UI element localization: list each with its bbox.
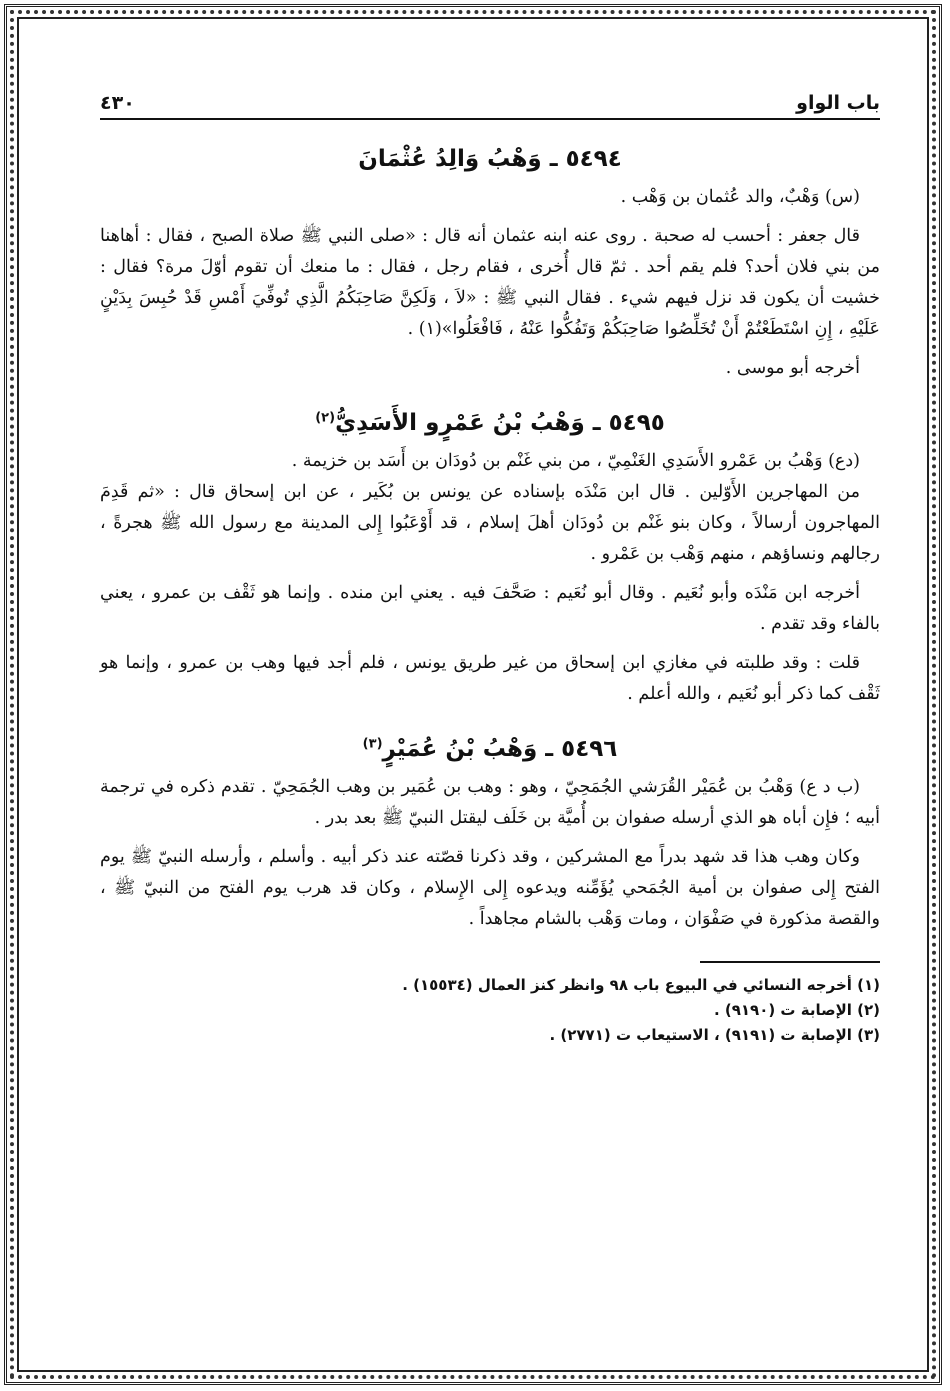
- entry-5494: [100, 146, 880, 384]
- entry-5496: [100, 736, 880, 935]
- entry-title: [100, 410, 880, 436]
- entry-paragraph: وكان وهب هذا قد شهد بدراً مع المشركين ، وقد ذكرنا قصّته عند ذكر أبيه . وأسلم ، وأرسله النبيّ ﷺ يوم الفتح إِلى صفوان بن أمية الجُمَحي يُؤَمِّنه ويدعوه إِلى الإِسلام ، وكان قد هرب يوم الفتح من النبيّ ﷺ ، والقصة مذكورة في صَفْوَان ، ومات وَهْب بالشام مجاهداً .: [100, 847, 880, 929]
- entry-paragraph: (س) وَهْبٌ، والد عُثمان بن وَهْب .: [620, 187, 860, 207]
- running-head: [100, 80, 880, 120]
- entry-paragraph: من المهاجرين الأَوّلين . قال ابن مَنْدَه بإسناده عن يونس بن بُكَير ، عن ابن إسحاق قال : «ثم قَدِمَ المهاجرون أرسالاً ، وكان بنو غَنْم بن دُودَان أهلَ إسلام ، قد أَوْعَبُوا إِلى المدينة مع رسول الله ﷺ هجرةً ، رجالهم ونساؤهم ، منهم وَهْب بن عَمْرو .: [100, 482, 880, 564]
- entry-paragraph: (ب د ع) وَهْبُ بن عُمَيْر القُرَشي الجُمَحِيّ ، وهو : وهب بن عُمَير بن وهب الجُمَحِيّ . تقدم ذكره في ترجمة أبيه ؛ فإِن أباه هو الذي أرسله صفوان بن أُميَّة بن خَلَف ليقتل النبيّ ﷺ بعد بدر .: [100, 777, 880, 828]
- entry-paragraph: قال جعفر : أحسب له صحبة . روى عنه ابنه عثمان أنه قال : «صلى النبي ﷺ صلاة الصبح ، فقال : أهاهنا من بني فلان أحد؟ فلم يقم أحد . ثمّ قال أُخرى ، فقام رجل ، فقال : ما منعك أن تقوم أوّلَ مرة؟ فقال : خشيت أن يكون قد نزل فيهم شيء . فقال النبي ﷺ : «لاَ ، وَلَكِنَّ صَاحِبَكُمُ الَّذِي تُوفِّيَ أَمْسِ قَدْ حُبِسَ بِدَيْنٍ عَلَيْهِ ، إِنِ اسْتَطَعْتُمْ أَنْ تُخَلِّصُوا صَاحِبَكُمْ وَتَفُكُّوا عَنْهُ ، فَافْعَلُوا»(١) .: [100, 226, 880, 339]
- entry-paragraph: أخرجه أبو موسى .: [725, 358, 860, 378]
- chapter-title: باب الواو: [796, 92, 880, 114]
- entry-5495: [100, 410, 880, 710]
- entry-title-text: ٥٤٩٤ ـ وَهْبُ وَالِدُ عُثْمَانَ: [358, 146, 622, 172]
- entry-title-text: ٥٤٩٥ ـ وَهْبُ بْنُ عَمْرٍو الأَسَدِيُّ: [335, 410, 665, 436]
- entry-paragraph: أخرجه ابن مَنْدَه وأبو نُعَيم . وقال أبو نُعَيم : صَحَّفَ فيه . يعني ابن منده . وإنما هو ثَقْف بن عمرو ، يعني بالفاء وقد تقدم .: [100, 583, 880, 634]
- footnotes: [100, 973, 880, 1048]
- footnote-ref: (٢): [315, 410, 336, 426]
- page-number: ٤٣٠: [100, 92, 135, 114]
- footnote: (٢) الإصابة ت (٩١٩٠) .: [713, 1001, 880, 1019]
- entry-title: [100, 146, 880, 172]
- footnote-divider: [700, 961, 880, 963]
- entry-title: [100, 736, 880, 762]
- footnote: (٣) الإصابة ت (٩١٩١) ، الاستيعاب ت (٢٧٧١) .: [549, 1026, 880, 1044]
- footnote-ref: (٣): [362, 736, 383, 752]
- footnote: (١) أخرجه النسائي في البيوع باب ٩٨ وانظر كنز العمال (١٥٥٣٤) .: [402, 976, 880, 994]
- entry-title-text: ٥٤٩٦ ـ وَهْبُ بْنُ عُمَيْرٍ: [382, 736, 618, 762]
- page-body: [100, 80, 880, 1048]
- entry-paragraph: (دع) وَهْبُ بن عَمْرو الأَسَدِي الغَنْمِيّ ، من بني غَنْم بن دُودَان بن أَسَد بن خزيمة .: [291, 451, 860, 471]
- entry-paragraph: قلت : وقد طلبته في مغازي ابن إسحاق من غير طريق يونس ، فلم أجد فيها وهب بن عمرو ، وإنما هو ثَقْف كما ذكر أبو نُعَيم ، والله أعلم .: [100, 653, 880, 704]
